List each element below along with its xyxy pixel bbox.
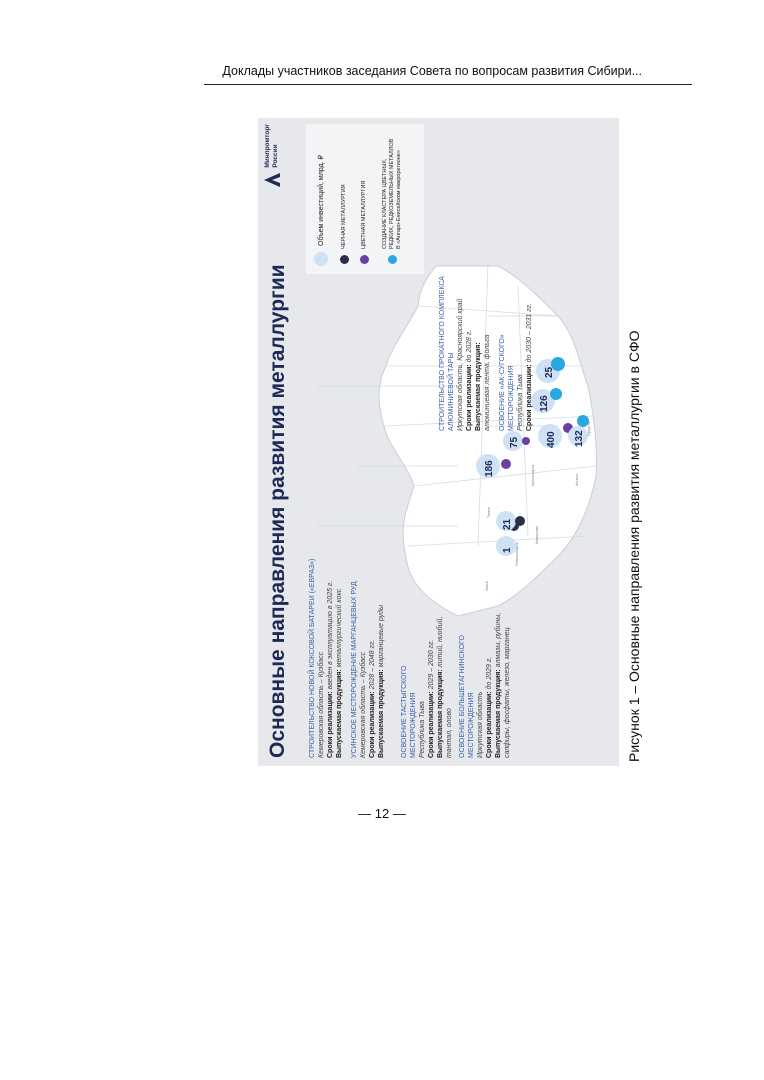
figure-caption: Рисунок 1 – Основные направления развития металлургии в СФО [626, 330, 642, 762]
header-rule [204, 84, 692, 85]
legend-investment: Объем инвестиций, млрд. ₽ [314, 155, 328, 266]
project-block-usinsk: УСИНСКОЕ МЕСТОРОЖДЕНИЕ МАРГАНЦЕВЫХ РУД Кемеровская область – Кузбасс Сроки реализации: 2028 – 2048 гг. Выпускаемая продукция: марганцевые руды [351, 581, 385, 758]
page-number: — 12 — [358, 806, 406, 821]
slide-title: Основные направления развития металлургии [266, 264, 289, 758]
svg-text:Иркутск: Иркутск [586, 421, 591, 436]
svg-text:Красноярск: Красноярск [530, 464, 535, 486]
legend-black-metallurgy: ЧЕРНАЯ МЕТАЛЛУРГИЯ [340, 184, 349, 266]
project-block-bolshetagna: ОСВОЕНИЕ БОЛЬШЕТАГНИНСКОГО МЕСТОРОЖДЕНИЯ Иркутская область Сроки реализации: до 2029 г. Выпускаемая продукция: алмазы, рубины, сапфиры, фосфаты, железо, марганец [459, 612, 511, 758]
svg-text:Омск: Омск [484, 581, 489, 591]
svg-text:132: 132 [574, 430, 585, 447]
logo-text: Минпромторг России [264, 124, 279, 168]
slide-canvas [258, 118, 619, 766]
legend-color-metallurgy: ЦВЕТНАЯ МЕТАЛЛУРГИЯ [360, 181, 369, 266]
legend-box [306, 124, 424, 274]
project-block-ak-sug: ОСВОЕНИЕ «АК-СУГСКОГО» МЕСТОРОЖДЕНИЯ Республика Тыва Сроки реализации: до 2030 – 2031 гг. [499, 302, 533, 431]
svg-text:126: 126 [539, 395, 550, 412]
svg-text:Новосибирск: Новосибирск [514, 541, 519, 566]
legend-cluster: СОЗДАНИЕ КЛАСТЕРА ЦВЕТНЫХ, РЕДКИХ, РЕДКОЗЕМЕЛЬНЫХ МЕТАЛЛОВ В «Ангаро-Енисейском макрорегионе» [382, 136, 403, 266]
svg-text:1: 1 [502, 547, 513, 553]
svg-text:Томск: Томск [486, 507, 491, 518]
svg-text:186: 186 [484, 460, 495, 477]
figure-slide [258, 118, 619, 766]
project-block-tastyg: ОСВОЕНИЕ ТАСТЫГСКОГО МЕСТОРОЖДЕНИЯ Республика Тыва Сроки реализации: 2029 – 2030 гг. Выпускаемая продукция: литий, ниобий, тантал, олово [401, 616, 453, 758]
svg-text:25: 25 [544, 366, 555, 378]
svg-text:Кемерово: Кемерово [534, 525, 539, 544]
svg-text:Кызыл: Кызыл [574, 473, 579, 486]
running-header: Доклады участников заседания Совета по вопросам развития Сибири... [222, 64, 642, 78]
project-block-evraz: СТРОИТЕЛЬСТВО НОВОЙ КОКСОВОЙ БАТАРЕИ («ЕВРАЗ») Кемеровская область – Кузбасс Сроки реализации: введен в эксплуатацию в 2025 г. Выпускаемая продукция: металлургический кокс [309, 558, 343, 758]
project-block-aluminium: СТРОИТЕЛЬСТВО ПРОКАТНОГО КОМПЛЕКСА АЛЮМИНИЕВОЙ ТАРЫ Иркутская область, Красноярский край Сроки реализации: до 2028 г. Выпускаемая продукция: алюминиевая лента, фольга [439, 276, 491, 431]
svg-text:21: 21 [502, 518, 513, 530]
svg-text:400: 400 [546, 431, 557, 448]
svg-text:75: 75 [509, 436, 520, 448]
